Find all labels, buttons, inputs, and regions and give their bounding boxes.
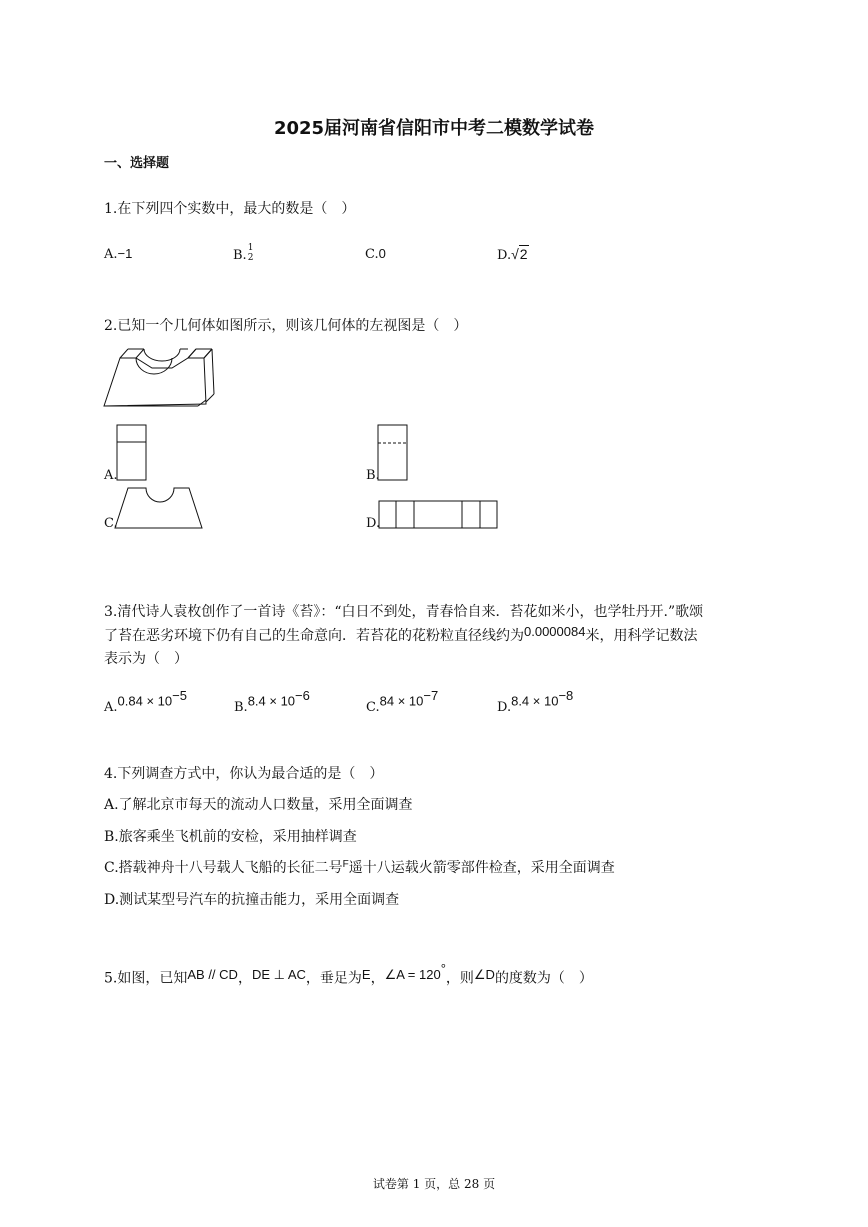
q5-text-3: ，垂足为: [305, 970, 362, 987]
sqrt-symbol: √: [511, 246, 519, 262]
q5-text-2: ，: [237, 970, 252, 987]
q5-text-4: ，: [370, 970, 385, 987]
page-footer: 试卷第 1 页，总 28 页: [372, 1177, 496, 1191]
q3-a-base: 0.84 × 10: [117, 693, 173, 709]
q5-angle-a: ∠A = 120: [384, 966, 441, 982]
q2-option-c-figure: [114, 486, 204, 530]
q2-stem: 2.已知一个几何体如图所示，则该几何体的左视图是（ ）: [104, 318, 468, 334]
q3-a-exponent: −5: [172, 688, 187, 703]
q5-degree-sign: °: [440, 961, 446, 976]
q3-stem-line3: 表示为（ ）: [104, 651, 188, 667]
section-heading: 一、选择题: [104, 156, 170, 171]
q1-option-c[interactable]: [365, 246, 386, 262]
q1-d-sqrt: [511, 245, 528, 262]
q4-c-rocket-letter: F: [342, 859, 349, 870]
q1-a-prefix: A.: [104, 247, 118, 262]
q1-d-prefix: D.: [497, 248, 512, 263]
q5-angle-d: ∠D: [473, 966, 495, 982]
q4-option-d[interactable]: D.测试某型号汽车的抗撞击能力，采用全面调查: [104, 892, 400, 908]
q5-text-1: 5.如图，已知: [104, 970, 188, 987]
q5-text-6: 的度数为（ ）: [494, 970, 593, 987]
q2-option-d-label[interactable]: D.: [366, 516, 381, 531]
q1-b-denominator: 2: [247, 253, 254, 263]
q3-c-exponent: −7: [423, 688, 439, 703]
q1-option-a[interactable]: [104, 246, 132, 262]
q3-c-prefix: C.: [366, 700, 380, 716]
q2-option-c-label[interactable]: C.: [104, 516, 118, 531]
q3-option-a[interactable]: [104, 688, 187, 716]
q3-b-exponent: −6: [295, 688, 310, 703]
q1-b-fraction: [248, 243, 254, 263]
q4-c-tail: 遥十八运载火箭零部件检查，采用全面调查: [348, 860, 615, 876]
q4-option-b[interactable]: B.旅客乘坐飞机前的安检，采用抽样调查: [104, 829, 357, 845]
q1-c-value: 0: [378, 246, 386, 261]
q3-line2-tail: 米，用科学记数法: [585, 628, 698, 644]
q3-stem-line1: 3.清代诗人袁枚创作了一首诗《苔》：“白日不到处，青春恰自来．苔花如米小，也学牡丹开.”歌颂: [104, 604, 704, 620]
q5-perpendicular-expr: DE ⊥ AC: [251, 966, 306, 982]
q3-c-base: 84 × 10: [379, 693, 424, 709]
q5-parallel-expr: AB // CD: [187, 966, 238, 982]
q2-option-b-label[interactable]: B.: [366, 468, 380, 483]
q5-foot-point: E: [361, 966, 371, 982]
q3-option-d[interactable]: [497, 688, 574, 716]
q3-d-base: 8.4 × 10: [511, 693, 559, 709]
q3-d-prefix: D.: [497, 700, 512, 716]
q3-option-b[interactable]: [234, 688, 310, 716]
q3-b-prefix: B.: [234, 700, 248, 716]
q4-stem: 4.下列调查方式中，你认为最合适的是（ ）: [104, 766, 384, 782]
q3-d-exponent: −8: [558, 688, 574, 703]
page-title: 2025届河南省信阳市中考二模数学试卷: [273, 118, 595, 139]
q3-stem-line2: [104, 625, 697, 645]
q2-option-a-label[interactable]: A.: [104, 468, 118, 483]
q3-pollen-diameter: 0.0000084: [524, 624, 586, 639]
q2-option-d-figure: [378, 500, 500, 530]
q1-option-b[interactable]: [233, 234, 253, 263]
q1-a-value: −1: [117, 246, 133, 261]
q2-option-b-figure: [377, 424, 409, 482]
q2-option-a-figure: [116, 424, 148, 482]
q1-c-prefix: C.: [365, 247, 379, 262]
q1-option-d[interactable]: [497, 246, 529, 263]
q4-option-c[interactable]: [104, 857, 615, 877]
q5-text-5: ，则: [445, 970, 474, 987]
q5-stem: [104, 961, 593, 988]
q1-stem: 1.在下列四个实数中，最大的数是（ ）: [104, 201, 356, 217]
q1-d-radicand: 2: [519, 246, 528, 262]
q1-b-numerator: 1: [247, 243, 254, 253]
q1-b-prefix: B.: [233, 248, 247, 263]
q3-option-c[interactable]: [366, 688, 439, 716]
q3-b-base: 8.4 × 10: [247, 693, 296, 709]
q3-line2-text: 了苔在恶劣环境下仍有自己的生命意向．若苔花的花粉粒直径线约为: [104, 628, 524, 644]
q2-solid-figure: [100, 344, 215, 410]
q4-c-text: C.搭载神舟十八号载人飞船的长征二号: [104, 860, 343, 876]
q3-a-prefix: A.: [104, 700, 118, 716]
q4-option-a[interactable]: A.了解北京市每天的流动人口数量，采用全面调查: [104, 797, 413, 813]
